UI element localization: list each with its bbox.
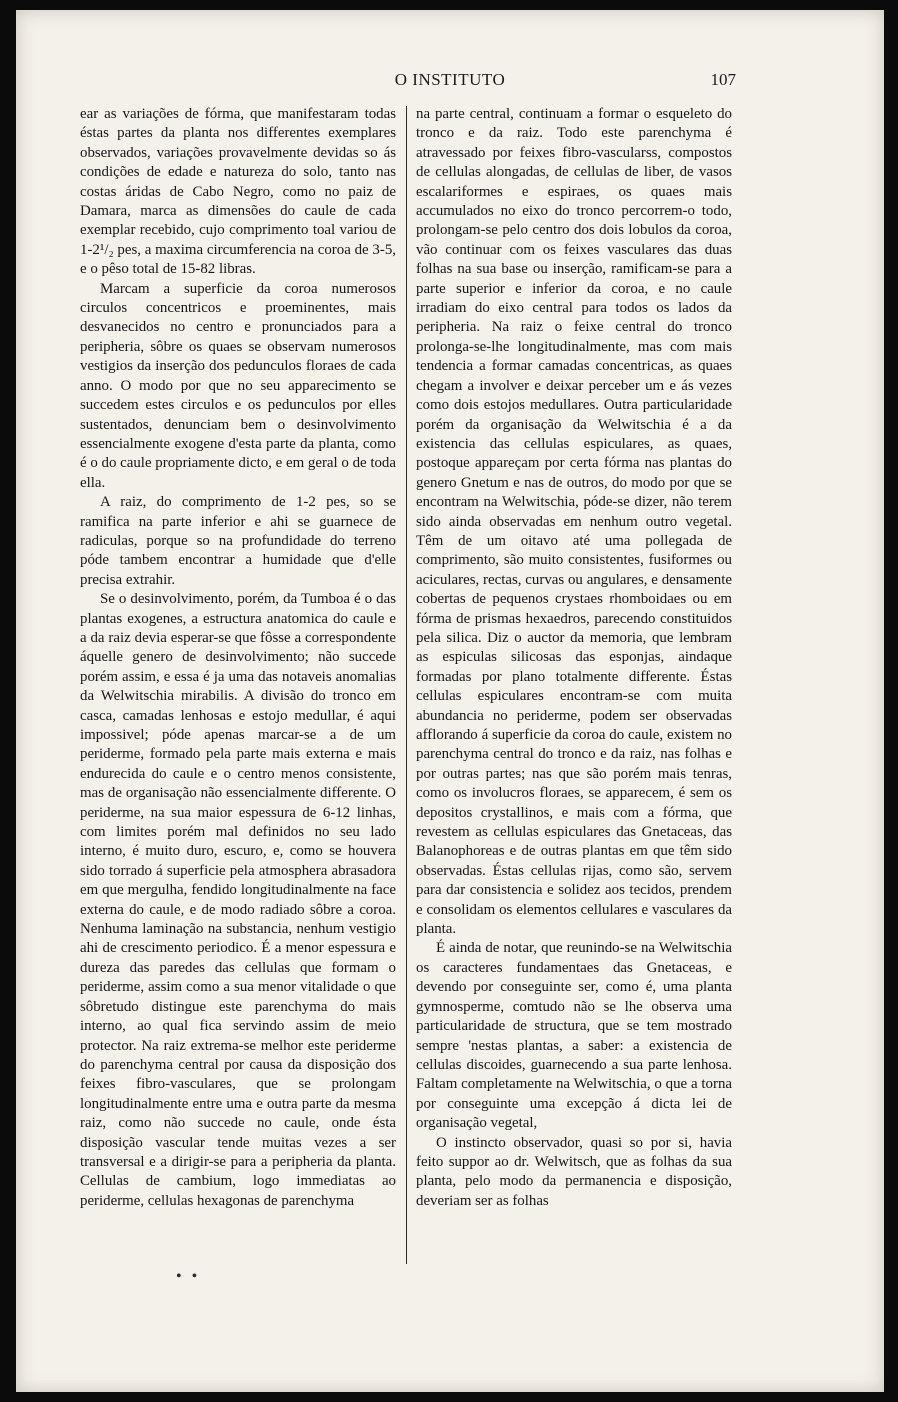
- running-title: O INSTITUTO: [394, 70, 506, 89]
- left-paragraph-1: ear as variações de fórma, que manifestaram todas éstas partes da planta nos differentes exemplares observados, variações provavelmente devidas so ás condições de edade e natureza do solo, tanto nas costas áridas de Cabo Negro, como no paiz de Damara, marca as dimensões do caule de cada exemplar recebido, cujo comprimento toal variou de 1-2¹/₂ pes, a maxima circumferencia na coroa de 3-5, e o pêso total de 15-82 libras.: [80, 106, 396, 278]
- page-number: 107: [710, 70, 736, 89]
- page-header: [16, 66, 884, 96]
- journal-page: [16, 10, 884, 1392]
- right-column: [416, 105, 732, 1211]
- left-paragraph-4: Se o desinvolvimento, porém, da Tumboa é o das plantas exogenes, a estructura anatomica do caule e a da raiz devia esperar-se que fôsse a correspondente áquelle genero de desinvolvimento; não succede porém assim, e essa é ja uma das notaveis anomalias da Welwitschia mirabilis. A divisão do tronco em casca, camadas lenhosas e estojo medullar, é aqui impossivel; póde apenas marcar-se a de um periderme, formado pela parte mais externa e mais endurecida do caule e o centro menos consistente, mas de organisação não essencialmente differente. O periderme, na sua maior espessura de 6-12 linhas, com limites porém mal definidos no seu lado interno, é muito duro, escuro, e, como se houvera sido torrado á superficie pela atmosphera abrasadora em que mergulha, fendido longitudinalmente na face externa do caule, e de modo radiado sôbre a coroa. Nenhuma laminação na substancia, nenhum vestigio ahi de crescimento periodico. É a menor espessura e dureza das paredes das cellulas que formam o periderme, assim como a sua menor vitalidade o que sôbretudo distingue este parenchyma do mais interno, ao qual fica servindo assim de meio protector. Na raiz extrema-se melhor este periderme do parenchyma central por causa da disposição dos feixes fibro-vasculares, que se prolongam longitudinalmente entre uma e outra parte da mesma raiz, como não succede no caule, onde ésta disposição vascular tende muitas vezes a ser transversal e a dirigir-se para a peripheria da planta. Cellulas de cambium, logo immediatas ao periderme, cellulas hexagonas de parenchyma: [80, 591, 396, 1209]
- right-paragraph-3: O instincto observador, quasi so por si, havia feito suppor ao dr. Welwitsch, que as folhas da sua planta, pelo modo da permanencia e disposição, deveriam ser as folhas: [416, 1134, 732, 1209]
- signature-mark: • •: [176, 1268, 201, 1285]
- left-paragraph-2: Marcam a superficie da coroa numerosos circulos concentricos e proeminentes, mais desvanecidos no centro e pronunciados para a peripheria, sôbre os quaes se observam numerosos vestigios da inserção dos pedunculos floraes de cada anno. O modo por que no seu apparecimento se succedem estes circulos e os pedunculos por elles sustentados, denunciam bem o desinvolvimento essencialmente exogene d'esta parte da planta, como é o do caule propriamente dicto, e em geral o de toda ella.: [80, 280, 396, 491]
- left-column: [80, 105, 396, 1211]
- right-paragraph-2: É ainda de notar, que reunindo-se na Welwitschia os caracteres fundamentaes das Gnetaceas, e devendo por conseguinte ser, como é, uma planta gymnosperme, comtudo não se lhe observa uma particularidade de structura, que se tem mostrado sempre 'nestas plantas, a saber: a existencia de cellulas discoides, guarnecendo a sua parte lenhosa. Faltam completamente na Welwitschia, o que a torna por conseguinte uma excepção á dicta lei de organisação vegetal,: [416, 940, 732, 1132]
- left-paragraph-3: A raiz, do comprimento de 1-2 pes, so se ramifica na parte inferior e ahi se guarnece de radiculas, porque so na profundidade do terreno póde tambem encontrar a humidade que d'elle precisa extrahir.: [80, 494, 396, 588]
- right-paragraph-1: na parte central, continuam a formar o esqueleto do tronco e da raiz. Todo este parenchyma é atravessado por feixes fibro-vascularss, compostos de cellulas alongadas, de cellulas de liber, de vasos escalariformes e espiraes, os quaes mais accumulados no eixo do tronco percorrem-o todo, prolongam-se pelo centro dos dois lobulos da coroa, vão continuar com os feixes vasculares das duas folhas na sua base ou inserção, ramificam-se para a parte superior e inferior da coroa, e no caule irradiam do eixo central para todos os lados da peripheria. Na raiz o feixe central do tronco prolonga-se-lhe longitudinalmente, mas com mais tendencia a formar camadas concentricas, as quaes chegam a involver e deixar perceber um e ás vezes como dois estojos medullares. Outra particularidade porém da organisação da Welwitschia é a da existencia das cellulas espiculares, as quaes, postoque appareçam por certa fórma nas plantas do genero Gnetum e nas de outros, do modo por que se encontram na Welwitschia, póde-se dizer, não terem sido ainda observadas em nenhum outro vegetal. Têm de um oitavo até uma pollegada de comprimento, são muito consistentes, fusiformes ou aciculares, rectas, curvas ou angulares, e densamente cobertas de pequenos crystaes rhomboidaes ou em fórma de prismas hexaedros, parecendo constituidos pela silica. Diz o auctor da memoria, que lembram as espiculas silicosas das esponjas, aindaque formadas por plano totalmente differente. Éstas cellulas espiculares encontram-se com muita abundancia no periderme, podem ser observadas afflorando á superficie da coroa do caule, existem no parenchyma central do tronco e da raiz, nas folhas e por outras partes; nas que são porém mais tenras, como os involucros floraes, se apparecem, é sem os depositos crystallinos, e mais com a fórma, que revestem as cellulas espiculares das Gnetaceas, das Balanophoreas e de outras plantas em que têm sido observadas. Éstas cellulas rijas, como são, servem para dar consistencia e solidez aos tecidos, prendem e consolidam os elementos cellulares e vasculares da planta.: [416, 106, 732, 938]
- column-divider: [406, 106, 407, 1264]
